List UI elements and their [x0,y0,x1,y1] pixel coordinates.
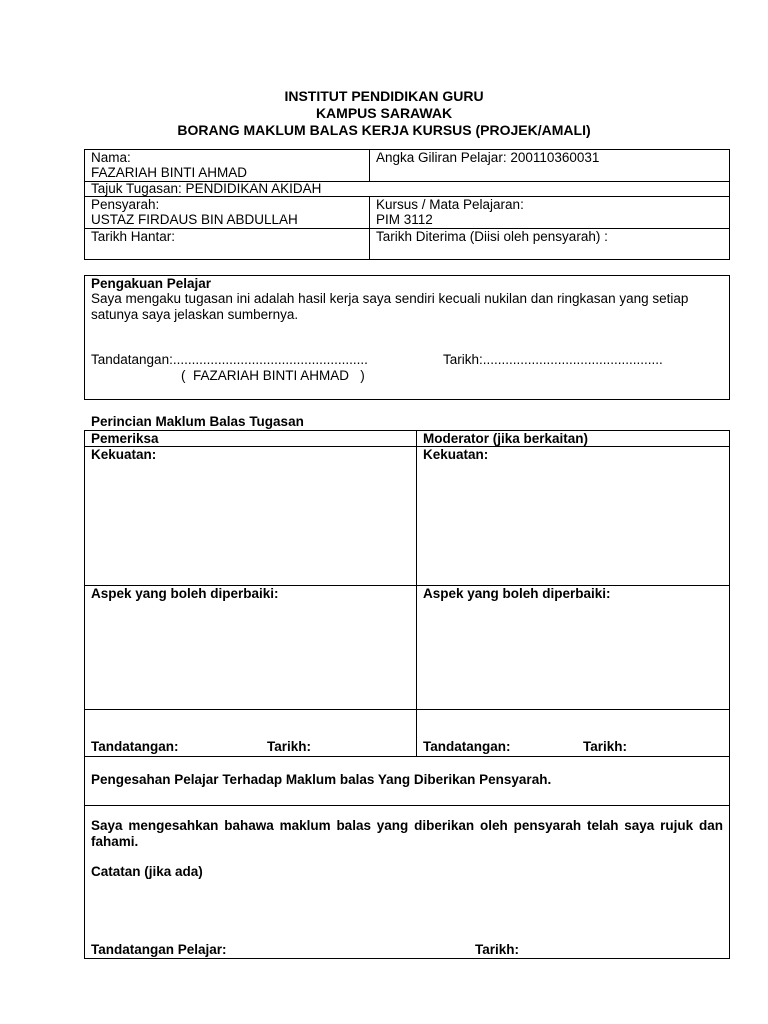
perincian-title: Perincian Maklum Balas Tugasan [91,414,304,429]
pemeriksa-header: Pemeriksa [91,431,159,446]
angka-giliran: Angka Giliran Pelajar: 200110360031 [376,150,600,165]
pemeriksa-tarikh: Tarikh: [267,739,312,754]
tajuk-tugasan: Tajuk Tugasan: PENDIDIKAN AKIDAH [91,181,322,196]
pemeriksa-aspek: Aspek yang boleh diperbaiki: [91,586,279,601]
pengesahan-title: Pengesahan Pelajar Terhadap Maklum balas Yang Diberikan Pensyarah. [91,772,552,787]
moderator-kekuatan: Kekuatan: [423,447,489,462]
tandatangan-pelajar: Tandatangan Pelajar: [91,942,227,957]
moderator-header: Moderator (jika berkaitan) [423,431,589,446]
moderator-tandatangan: Tandatangan: [423,739,511,754]
moderator-aspek: Aspek yang boleh diperbaiki: [423,586,611,601]
pengakuan-nama: ( FAZARIAH BINTI AHMAD ) [181,368,365,383]
pengesahan-statement: Saya mengesahkan bahawa maklum balas yang diberikan oleh pensyarah telah saya rujuk dan fahami. [91,818,723,849]
kursus-value: PIM 3112 [376,212,433,227]
tarikh-diterima: Tarikh Diterima (Diisi oleh pensyarah) : [376,229,608,244]
form-title: BORANG MAKLUM BALAS KERJA KURSUS (PROJEK/AMALI) [177,122,591,138]
nama-label: Nama: [91,150,131,165]
pensyarah-value: USTAZ FIRDAUS BIN ABDULLAH [91,212,298,227]
moderator-tarikh: Tarikh: [583,739,628,754]
pengesahan-tarikh: Tarikh: [475,942,520,957]
pengakuan-tarikh: Tarikh:................................................ [443,352,663,367]
pemeriksa-kekuatan: Kekuatan: [91,447,157,462]
campus-title: KAMPUS SARAWAK [315,105,453,121]
pensyarah-label: Pensyarah: [91,197,160,212]
pengakuan-title: Pengakuan Pelajar [91,276,212,291]
pengakuan-statement: Saya mengaku tugasan ini adalah hasil kerja saya sendiri kecuali nukilan dan ringkasan yang setiap satunya saya jelaskan sumbernya. [91,291,689,322]
nama-value: FAZARIAH BINTI AHMAD [91,165,248,180]
kursus-label: Kursus / Mata Pelajaran: [376,197,524,212]
catatan-label: Catatan (jika ada) [91,864,203,879]
tarikh-hantar: Tarikh Hantar: [91,229,176,244]
pengakuan-tandatangan: Tandatangan:.................................................... [91,352,368,367]
pemeriksa-tandatangan: Tandatangan: [91,739,179,754]
institute-title: INSTITUT PENDIDIKAN GURU [284,88,484,104]
